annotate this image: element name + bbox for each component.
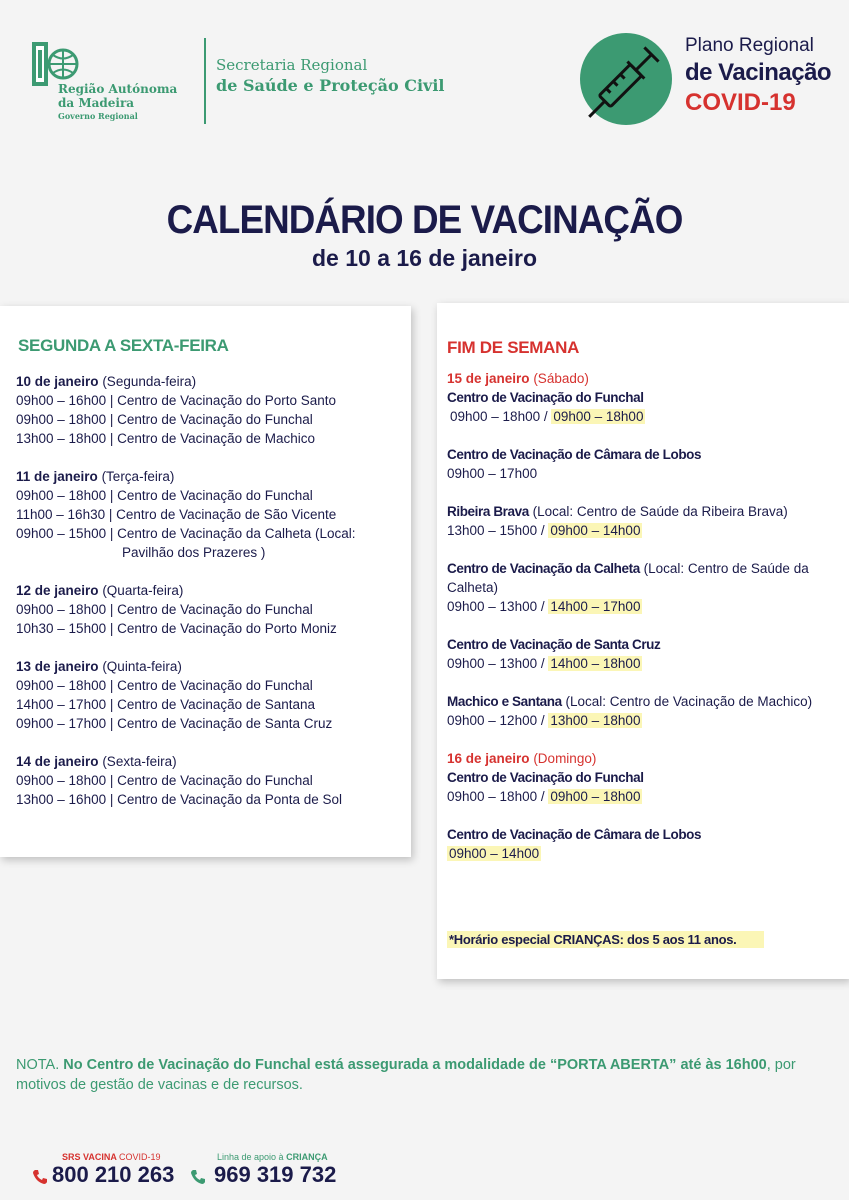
sunday-header [447,749,842,768]
site-name: Ribeira Brava [447,504,529,519]
plano-line2: de Vacinação [685,59,832,86]
phone-icon [190,1169,206,1185]
weekend-list [447,369,842,882]
special-time: 14h00 – 18h00 [550,656,641,671]
schedule-row: 09h00 – 18h00 | Centro de Vacinação do Funchal [16,773,313,788]
schedule-row-continuation: Pavilhão dos Prazeres ) [122,545,266,560]
regular-time: 09h00 – 18h00 / [447,789,545,804]
schedule-row: 09h00 – 17h00 | Centro de Vacinação de Santa Cruz [16,716,333,731]
saturday-header [447,369,842,388]
plano-title [685,34,831,118]
region-line1: Região Autónoma [58,82,178,96]
day-header [16,372,406,391]
weekdays-heading: SEGUNDA A SEXTA-FEIRA [18,336,229,355]
special-time: 09h00 – 14h00 [550,523,641,538]
phone-icon [32,1169,48,1185]
special-time: 13h00 – 18h00 [550,713,641,728]
site-heading [447,692,842,711]
site-times [447,407,842,426]
plano-line1: Plano Regional [685,35,814,56]
day-block [16,581,406,638]
srs-label [62,1152,174,1162]
day-block [16,657,406,733]
schedule-row: 09h00 – 16h00 | Centro de Vacinação do Porto Santo [16,393,336,408]
site-block [447,559,842,616]
regular-time: 09h00 – 13h00 / [447,599,545,614]
site-times [447,654,842,673]
secretaria-line1: Secretaria Regional [216,56,368,74]
syringe-icon [578,32,673,130]
site-block [447,768,842,806]
site-location: (Local: Centro de Vacinação de Machico) [565,694,813,709]
day-header [16,752,406,771]
crianca-hotline [190,1152,336,1188]
schedule-row: 09h00 – 18h00 | Centro de Vacinação do Funchal [16,678,313,693]
day-block [16,752,406,809]
day-header [16,581,406,600]
footnote-rest: , por motivos de gestão de vacinas e de recursos. [16,1057,796,1093]
schedule-row: 10h30 – 15h00 | Centro de Vacinação do Porto Moniz [16,621,337,636]
secretaria-line2: de Saúde e Proteção Civil [216,76,445,95]
plano-line3: COVID-19 [685,89,796,116]
header-divider [204,38,206,124]
schedule-row: 13h00 – 18h00 | Centro de Vacinação de Machico [16,431,315,446]
regular-time: 09h00 – 17h00 [447,466,538,481]
site-name: Centro de Vacinação do Funchal [447,390,644,405]
region-line3: Governo Regional [58,111,138,121]
schedule-row: 09h00 – 15h00 | Centro de Vacinação da Calheta (Local: [16,526,356,541]
site-name: Machico e Santana [447,694,562,709]
day-header [16,467,406,486]
day-weekday: (Quarta-feira) [102,583,184,598]
site-block [447,692,842,730]
site-block [447,825,842,863]
site-name: Centro de Vacinação da Calheta [447,561,640,576]
day-weekday: (Segunda-feira) [102,374,197,389]
schedule-row: 13h00 – 16h00 | Centro de Vacinação da Ponta de Sol [16,792,343,807]
site-name: Centro de Vacinação do Funchal [447,770,644,785]
header [0,0,849,140]
site-times [447,521,842,540]
schedule-row: 09h00 – 18h00 | Centro de Vacinação do Funchal [16,488,313,503]
day-date: 16 de janeiro [447,751,530,766]
day-date: 15 de janeiro [447,371,530,386]
schedule-row: 09h00 – 18h00 | Centro de Vacinação do Funchal [16,602,313,617]
day-date: 11 de janeiro [16,469,98,484]
weekend-card [437,303,849,979]
day-weekday: (Terça-feira) [101,469,175,484]
srs-label-text: SRS VACINA [62,1152,117,1162]
footnote [16,1055,836,1095]
day-date: 12 de janeiro [16,583,99,598]
crianca-label-bold: CRIANÇA [286,1152,328,1162]
crianca-label-text: Linha de apoio à [217,1152,284,1162]
special-time: 14h00 – 17h00 [550,599,641,614]
region-name [58,82,177,122]
day-block [16,467,406,562]
site-times [447,787,842,806]
children-note: *Horário especial CRIANÇAS: dos 5 aos 11 anos. [447,931,764,948]
page-subtitle: de 10 a 16 de janeiro [311,245,537,271]
regular-time: 09h00 – 13h00 / [447,656,545,671]
site-name: Centro de Vacinação de Câmara de Lobos [447,447,702,462]
site-times [447,844,842,863]
weekend-heading: FIM DE SEMANA [447,338,580,357]
regular-time: 09h00 – 18h00 / [450,409,548,424]
site-block [447,388,842,426]
day-weekday: (Sábado) [533,371,589,386]
site-location: (Local: Centro de Saúde da Calheta) [447,561,809,595]
day-date: 10 de janeiro [16,374,99,389]
schedule-row: 11h00 – 16h30 | Centro de Vacinação de São Vicente [16,507,337,522]
special-time: 09h00 – 18h00 [553,409,644,424]
site-times [447,464,842,483]
regular-time: 09h00 – 12h00 / [447,713,545,728]
day-weekday: (Quinta-feira) [102,659,182,674]
site-heading [447,502,842,521]
srs-phone-number[interactable]: 800 210 263 [52,1162,175,1187]
site-block [447,502,842,540]
site-name: Centro de Vacinação de Santa Cruz [447,637,661,652]
day-weekday: (Sexta-feira) [102,754,177,769]
crianca-phone-number[interactable]: 969 319 732 [214,1162,337,1187]
weekdays-card [0,306,411,857]
crianca-label [217,1152,336,1162]
page-title: CALENDÁRIO DE VACINAÇÃO [166,198,683,242]
special-time: 09h00 – 18h00 [550,789,641,804]
site-times [447,711,842,730]
day-block [16,372,406,448]
srs-sub: COVID-19 [119,1152,161,1162]
footnote-bold: No Centro de Vacinação do Funchal está assegurada a modalidade de “PORTA ABERTA” até às 16h00 [63,1057,767,1073]
day-date: 13 de janeiro [16,659,99,674]
site-times [447,597,842,616]
day-date: 14 de janeiro [16,754,99,769]
site-block [447,445,842,483]
site-name: Centro de Vacinação de Câmara de Lobos [447,827,702,842]
special-time: 09h00 – 14h00 [449,846,540,861]
site-location: (Local: Centro de Saúde da Ribeira Brava) [532,504,788,519]
footnote-label: NOTA. [16,1057,60,1073]
site-block [447,635,842,673]
secretaria-name [216,55,445,97]
site-heading [447,559,842,597]
region-line2: da Madeira [58,96,135,110]
schedule-row: 09h00 – 18h00 | Centro de Vacinação do Funchal [16,412,313,427]
regular-time: 13h00 – 15h00 / [447,523,545,538]
weekdays-list [16,372,406,828]
day-weekday: (Domingo) [533,751,597,766]
schedule-row: 14h00 – 17h00 | Centro de Vacinação de Santana [16,697,315,712]
srs-vacina-hotline [32,1152,174,1188]
day-header [16,657,406,676]
